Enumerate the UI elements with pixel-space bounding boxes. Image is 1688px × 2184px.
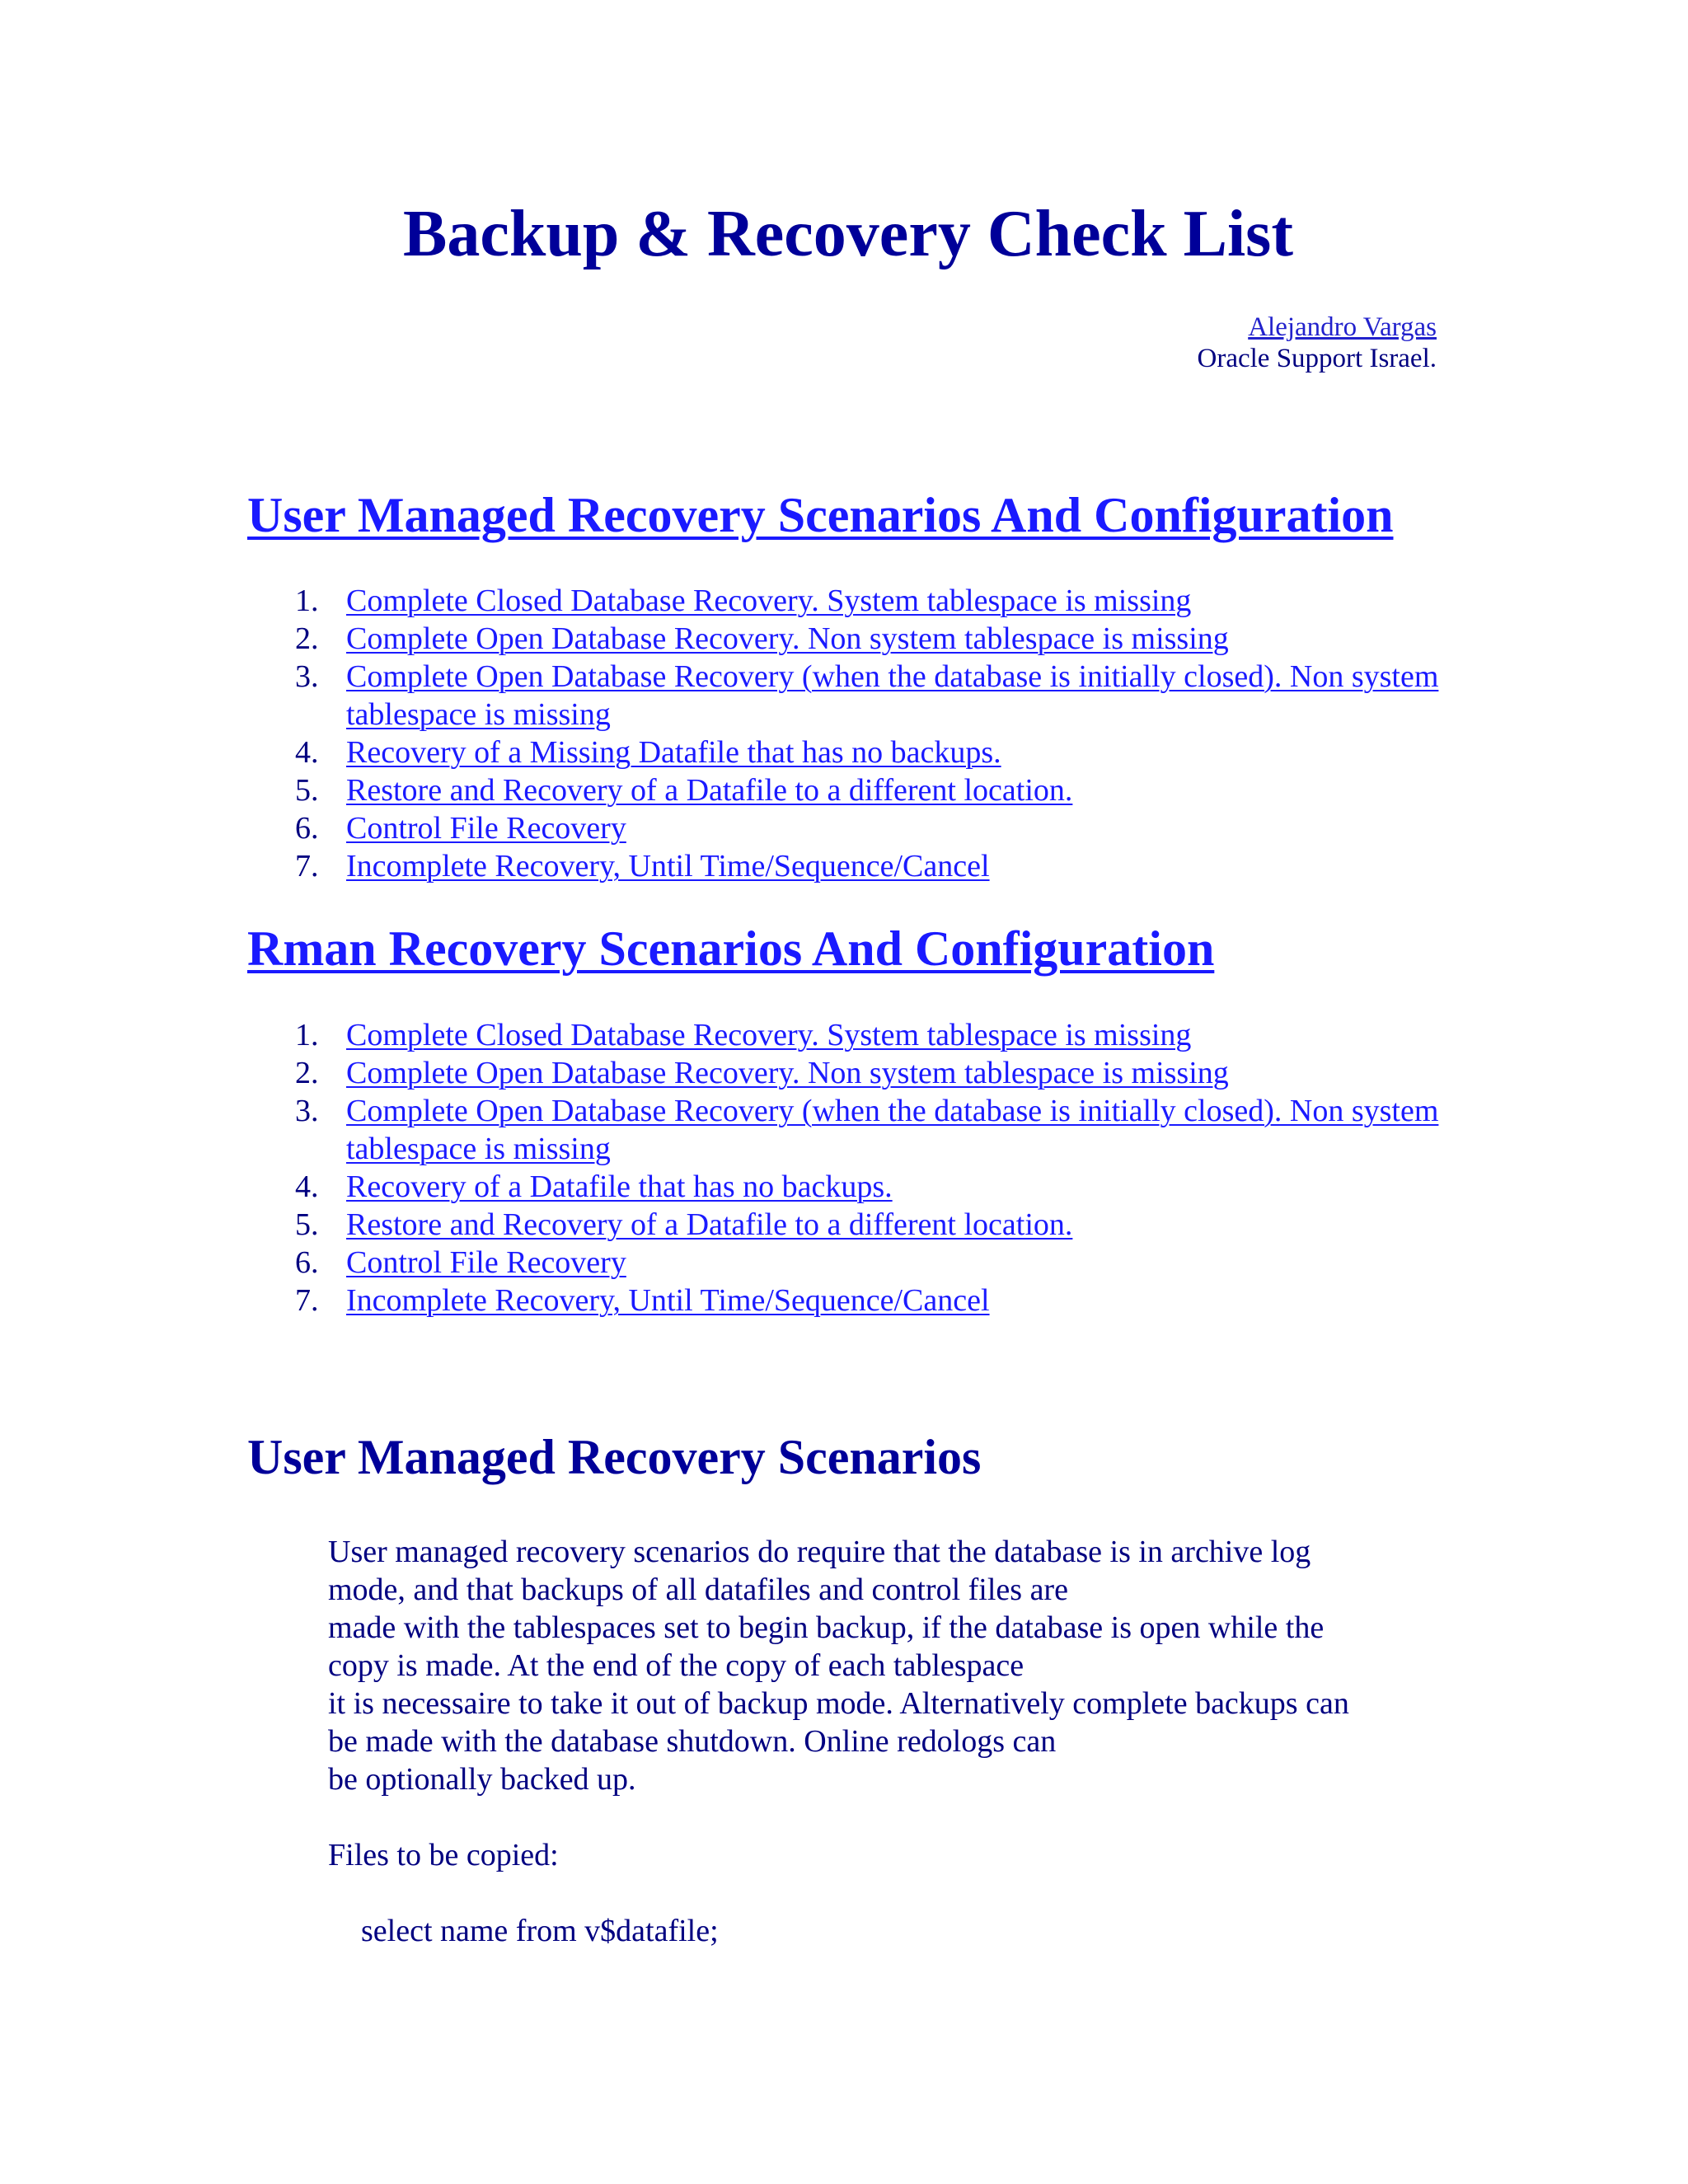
paragraph-line: mode, and that backups of all datafiles and control files are	[328, 1572, 1068, 1607]
list-item: 7. Incomplete Recovery, Until Time/Sequence/Cancel	[295, 1283, 990, 1318]
scenario-link[interactable]: Complete Open Database Recovery. Non system tablespace is missing	[346, 621, 1229, 656]
list-item: 5. Restore and Recovery of a Datafile to a different location.	[295, 1207, 1073, 1242]
paragraph-line: be made with the database shutdown. Online redologs can	[328, 1724, 1057, 1759]
section-heading-user-managed-config[interactable]: User Managed Recovery Scenarios And Configuration	[247, 488, 1394, 542]
scenario-link[interactable]: Recovery of a Missing Datafile that has no backups.	[346, 735, 1001, 770]
list-item: 3. Complete Open Database Recovery (when the database is initially closed). Non system tablespace is missing	[295, 659, 1439, 732]
author-organization: Oracle Support Israel.	[1197, 344, 1437, 373]
paragraph-line: it is necessaire to take it out of backup mode. Alternatively complete backups can	[328, 1686, 1349, 1721]
sql-statement: select name from v$datafile;	[361, 1914, 719, 1948]
scenario-link[interactable]: Complete Open Database Recovery (when the database is initially closed). Non system tablespace is missing	[346, 659, 1439, 732]
list-item: 7. Incomplete Recovery, Until Time/Sequence/Cancel	[295, 849, 990, 883]
paragraph-line: made with the tablespaces set to begin backup, if the database is open while the	[328, 1610, 1325, 1645]
list-item: 2. Complete Open Database Recovery. Non system tablespace is missing	[295, 1056, 1229, 1090]
scenario-link[interactable]: Restore and Recovery of a Datafile to a different location.	[346, 1207, 1073, 1242]
scenario-link[interactable]: Incomplete Recovery, Until Time/Sequence/Cancel	[346, 849, 990, 883]
scenario-link[interactable]: Complete Closed Database Recovery. System tablespace is missing	[346, 1018, 1192, 1052]
list-item: 1. Complete Closed Database Recovery. System tablespace is missing	[295, 583, 1192, 618]
list-item: 1. Complete Closed Database Recovery. System tablespace is missing	[295, 1018, 1192, 1052]
scenario-link[interactable]: Complete Closed Database Recovery. System tablespace is missing	[346, 583, 1192, 618]
paragraph-line: copy is made. At the end of the copy of each tablespace	[328, 1648, 1025, 1683]
user-managed-scenario-list	[247, 582, 1442, 885]
author-block	[1198, 312, 1437, 374]
scenario-link[interactable]: Control File Recovery	[346, 811, 626, 846]
list-item: 4. Recovery of a Datafile that has no backups.	[295, 1169, 893, 1204]
scenario-link[interactable]: Incomplete Recovery, Until Time/Sequence/Cancel	[346, 1283, 990, 1318]
paragraph-line: be optionally backed up.	[328, 1762, 636, 1797]
rman-scenario-list	[247, 1016, 1442, 1319]
document-title: Backup & Recovery Check List	[403, 198, 1293, 270]
section-heading-rman-config[interactable]: Rman Recovery Scenarios And Configuration	[247, 921, 1215, 976]
scenario-link[interactable]: Restore and Recovery of a Datafile to a different location.	[346, 773, 1073, 808]
list-item: 3. Complete Open Database Recovery (when the database is initially closed). Non system tablespace is missing	[295, 1094, 1439, 1166]
user-managed-description	[328, 1533, 1432, 1950]
paragraph-line: User managed recovery scenarios do require that the database is in archive log	[328, 1535, 1311, 1569]
author-link[interactable]: Alejandro Vargas	[1248, 312, 1437, 342]
scenario-link[interactable]: Control File Recovery	[346, 1245, 626, 1280]
list-item: 5. Restore and Recovery of a Datafile to a different location.	[295, 773, 1073, 808]
list-item: 6. Control File Recovery	[295, 811, 626, 846]
scenario-link[interactable]: Complete Open Database Recovery. Non system tablespace is missing	[346, 1056, 1229, 1090]
files-label: Files to be copied:	[328, 1838, 559, 1872]
list-item: 4. Recovery of a Missing Datafile that has no backups.	[295, 735, 1001, 770]
list-item: 2. Complete Open Database Recovery. Non system tablespace is missing	[295, 621, 1229, 656]
scenario-link[interactable]: Recovery of a Datafile that has no backups.	[346, 1169, 893, 1204]
section-heading-user-managed: User Managed Recovery Scenarios	[247, 1430, 982, 1484]
list-item: 6. Control File Recovery	[295, 1245, 626, 1280]
scenario-link[interactable]: Complete Open Database Recovery (when the database is initially closed). Non system tablespace is missing	[346, 1094, 1439, 1166]
